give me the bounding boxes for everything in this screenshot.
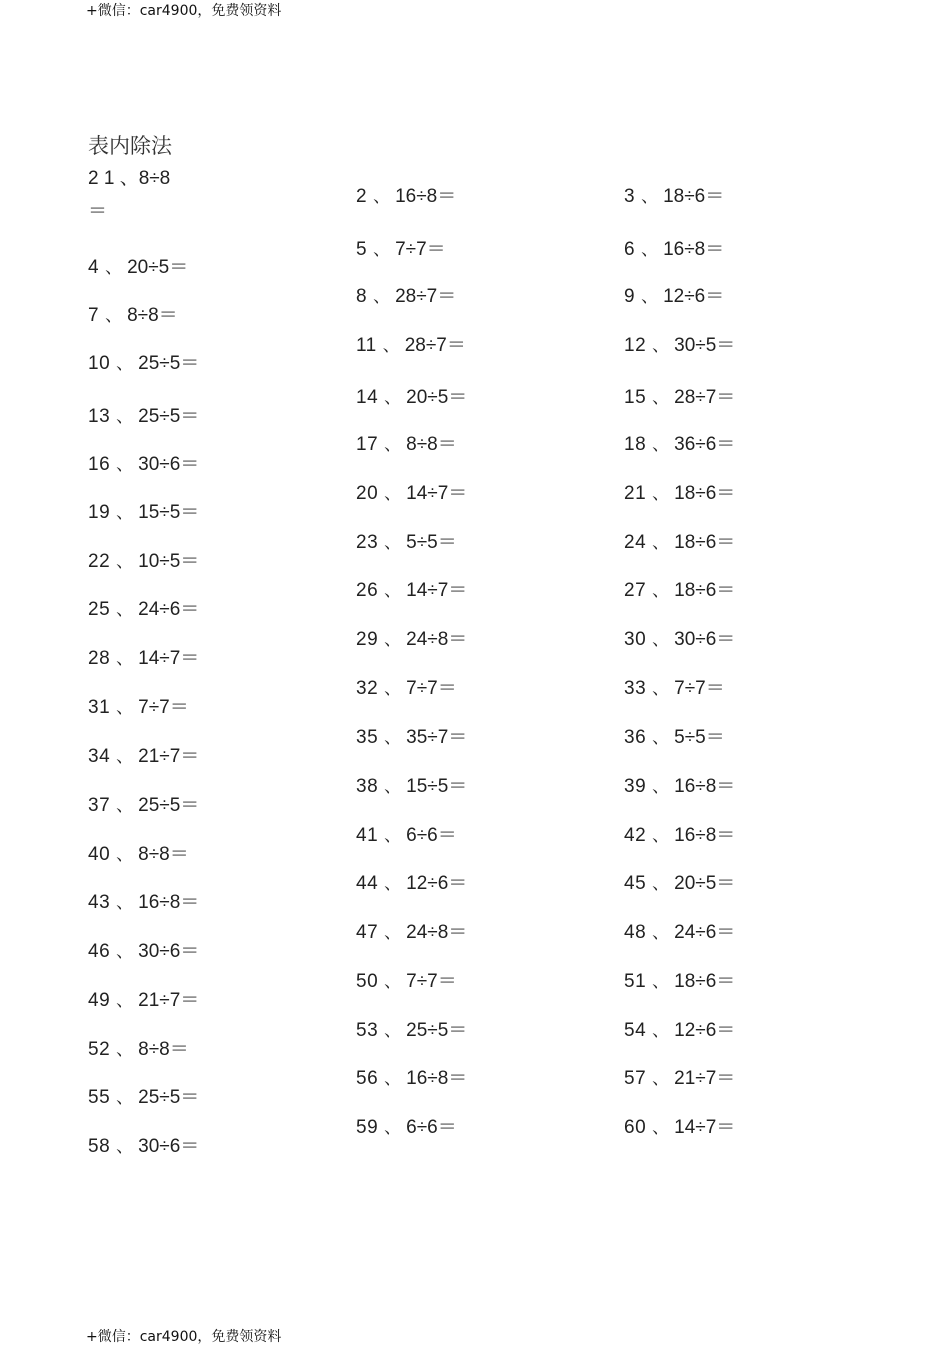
problem-item: [356, 868, 467, 895]
problem-expression: 8÷8＝: [138, 844, 189, 865]
problem-item: [624, 281, 724, 308]
problem-expression: 25÷5＝: [138, 795, 200, 816]
problem-expression: 8÷8＝: [406, 434, 457, 455]
problem-separator: 、: [116, 600, 134, 620]
problem-separator: 、: [373, 287, 391, 307]
problem-number: 35: [356, 727, 379, 748]
problem-expression: 12÷6＝: [663, 286, 725, 307]
problem-item: [356, 330, 466, 357]
problem-item: [356, 966, 457, 993]
problem-expression: 18÷6＝: [674, 532, 736, 553]
problem-item: [88, 497, 199, 524]
problem-item: [624, 181, 724, 208]
problem-expression: 6÷6＝: [406, 1117, 457, 1138]
problem-separator: 、: [652, 1021, 670, 1041]
problem-expression: 16÷8＝: [663, 239, 725, 260]
problem-separator: 、: [116, 1137, 134, 1157]
problem-item: [624, 429, 735, 456]
problem-item: [624, 527, 735, 554]
problem-separator: 、: [116, 503, 134, 523]
problem-expression: 18÷6＝: [674, 483, 736, 504]
problem-separator: 、: [116, 1088, 134, 1108]
problem-separator: 、: [105, 258, 123, 278]
problem-expression: 21÷7＝: [138, 746, 200, 767]
problem-separator: 、: [652, 581, 670, 601]
problem-separator: 、: [384, 1021, 402, 1041]
problem-expression: 14÷7＝: [674, 1117, 736, 1138]
problem-separator: 、: [652, 533, 670, 553]
problem-expression: 5÷5＝: [674, 727, 725, 748]
problem-separator: 、: [384, 874, 402, 894]
problem-expression: 7÷7＝: [395, 239, 446, 260]
problem-separator: 、: [652, 679, 670, 699]
problem-number: 4: [88, 257, 100, 278]
problem-item: [624, 722, 725, 749]
problem-separator: 、: [116, 649, 134, 669]
problem-item: [356, 478, 467, 505]
problem-expression: 36÷6＝: [674, 434, 736, 455]
problem-separator: 、: [384, 972, 402, 992]
problem-number: 53: [356, 1020, 379, 1041]
problem-number: 12: [624, 335, 647, 356]
problem-separator: 、: [373, 187, 391, 207]
problem-number: 44: [356, 873, 379, 894]
problem-number: 6: [624, 239, 636, 260]
problem-1-line1: 2 1 、8÷8: [88, 168, 171, 189]
problem-number: 32: [356, 678, 379, 699]
problem-item: [624, 820, 735, 847]
problem-expression: 12÷6＝: [406, 873, 468, 894]
problem-number: 21: [624, 483, 647, 504]
problem-expression: 24÷6＝: [674, 922, 736, 943]
problem-separator: 、: [384, 777, 402, 797]
problem-separator: 、: [382, 336, 400, 356]
problem-expression: 18÷6＝: [674, 971, 736, 992]
problem-item: [624, 771, 735, 798]
problem-item: [88, 300, 178, 327]
problem-1-line2: ＝: [88, 200, 108, 222]
worksheet-title: 表内除法: [88, 134, 172, 158]
problem-item: [356, 1015, 467, 1042]
problem-expression: 30÷6＝: [674, 629, 736, 650]
problem-separator: 、: [652, 777, 670, 797]
problem-number: 60: [624, 1117, 647, 1138]
problem-separator: 、: [116, 552, 134, 572]
problem-number: 13: [88, 406, 111, 427]
problem-number: 52: [88, 1039, 111, 1060]
problem-number: 38: [356, 776, 379, 797]
problem-number: 19: [88, 502, 111, 523]
problem-separator: 、: [373, 240, 391, 260]
problem-number: 25: [88, 599, 111, 620]
problem-item: [356, 181, 456, 208]
problem-item: [624, 1015, 735, 1042]
problem-item: [624, 234, 724, 261]
problem-number: 8: [356, 286, 368, 307]
problem-item: [88, 839, 189, 866]
problem-number: 50: [356, 971, 379, 992]
problem-number: 10: [88, 353, 111, 374]
problem-expression: 16÷8＝: [674, 776, 736, 797]
problem-number: 15: [624, 387, 647, 408]
problem-item: [624, 624, 735, 651]
problem-item: [624, 330, 735, 357]
problem-expression: 24÷6＝: [138, 599, 200, 620]
problem-item: [356, 1112, 457, 1139]
problem-separator: 、: [116, 354, 134, 374]
problem-separator: 、: [384, 435, 402, 455]
problem-expression: 14÷7＝: [406, 483, 468, 504]
problem-expression: 6÷6＝: [406, 825, 457, 846]
problem-number: 14: [356, 387, 379, 408]
problem-expression: 28÷7＝: [395, 286, 457, 307]
problem-number: 29: [356, 629, 379, 650]
problem-separator: 、: [384, 630, 402, 650]
problem-item: [88, 594, 199, 621]
problem-item: [88, 1034, 189, 1061]
problem-number: 23: [356, 532, 379, 553]
problem-item: [624, 966, 735, 993]
problem-expression: 16÷8＝: [138, 892, 200, 913]
problem-number: 30: [624, 629, 647, 650]
problem-item: [356, 624, 467, 651]
problem-separator: 、: [384, 581, 402, 601]
problem-separator: 、: [384, 1069, 402, 1089]
problem-expression: 16÷8＝: [395, 186, 457, 207]
problem-number: 26: [356, 580, 379, 601]
problem-expression: 30÷5＝: [674, 335, 736, 356]
problem-expression: 7÷7＝: [138, 697, 189, 718]
problem-number: 51: [624, 971, 647, 992]
problem-separator: 、: [384, 728, 402, 748]
problem-item: [88, 887, 199, 914]
problem-expression: 16÷8＝: [674, 825, 736, 846]
problem-item: [356, 1063, 467, 1090]
problem-separator: 、: [652, 630, 670, 650]
problem-number: 18: [624, 434, 647, 455]
problem-expression: 20÷5＝: [406, 387, 468, 408]
problem-separator: 、: [116, 455, 134, 475]
problem-item: [356, 820, 457, 847]
problem-separator: 、: [652, 1069, 670, 1089]
problem-number: 17: [356, 434, 379, 455]
problem-expression: 12÷6＝: [674, 1020, 736, 1041]
problem-number: 34: [88, 746, 111, 767]
problem-number: 11: [356, 335, 377, 356]
problem-expression: 30÷6＝: [138, 941, 200, 962]
watermark-top: +微信：car4900，免费领资料: [86, 3, 282, 19]
problem-item: [356, 429, 457, 456]
problem-expression: 8÷8＝: [138, 1039, 189, 1060]
problem-number: 40: [88, 844, 111, 865]
problem-item: [624, 673, 725, 700]
problem-item: [356, 673, 457, 700]
problem-separator: 、: [641, 240, 659, 260]
problem-item: [624, 478, 735, 505]
problem-number: 57: [624, 1068, 647, 1089]
problem-number: 9: [624, 286, 636, 307]
problem-number: 5: [356, 239, 368, 260]
problem-item: [88, 546, 199, 573]
problem-expression: 5÷5＝: [406, 532, 457, 553]
problem-separator: 、: [652, 336, 670, 356]
problem-expression: 8÷8＝: [127, 305, 178, 326]
problem-number: 36: [624, 727, 647, 748]
problem-expression: 35÷7＝: [406, 727, 468, 748]
problem-expression: 24÷8＝: [406, 629, 468, 650]
problem-item: [88, 741, 199, 768]
problem-separator: 、: [652, 435, 670, 455]
problem-separator: 、: [652, 972, 670, 992]
problem-number: 42: [624, 825, 647, 846]
problem-number: 59: [356, 1117, 379, 1138]
problem-separator: 、: [384, 388, 402, 408]
problem-expression: 25÷5＝: [138, 1087, 200, 1108]
problem-number: 7: [88, 305, 100, 326]
problem-expression: 10÷5＝: [138, 551, 200, 572]
problem-number: 55: [88, 1087, 111, 1108]
problem-separator: 、: [384, 484, 402, 504]
problem-item: [356, 575, 467, 602]
problem-expression: 7÷7＝: [406, 678, 457, 699]
problem-item: [88, 692, 189, 719]
problem-expression: 25÷5＝: [138, 353, 200, 374]
problem-expression: 30÷6＝: [138, 454, 200, 475]
problem-number: 47: [356, 922, 379, 943]
problem-number: 54: [624, 1020, 647, 1041]
problem-item: [356, 917, 467, 944]
problem-item: [88, 936, 199, 963]
problem-expression: 30÷6＝: [138, 1136, 200, 1157]
problem-expression: 7÷7＝: [406, 971, 457, 992]
problem-number: 31: [88, 697, 111, 718]
problem-separator: 、: [116, 747, 134, 767]
problem-item: [356, 527, 457, 554]
problem-number: 3: [624, 186, 636, 207]
problem-expression: 7÷7＝: [674, 678, 725, 699]
problem-expression: 14÷7＝: [138, 648, 200, 669]
problem-number: 2: [356, 186, 368, 207]
problem-item: [624, 917, 735, 944]
problem-item: [356, 382, 467, 409]
problem-separator: 、: [116, 991, 134, 1011]
problem-expression: 28÷7＝: [674, 387, 736, 408]
problem-separator: 、: [116, 845, 134, 865]
problem-expression: 24÷8＝: [406, 922, 468, 943]
problem-number: 28: [88, 648, 111, 669]
problem-number: 58: [88, 1136, 111, 1157]
problem-number: 39: [624, 776, 647, 797]
problem-item: [88, 643, 199, 670]
problem-separator: 、: [384, 923, 402, 943]
problem-expression: 20÷5＝: [674, 873, 736, 894]
problem-number: 56: [356, 1068, 379, 1089]
problem-expression: 28÷7＝: [404, 335, 466, 356]
problem-separator: 、: [652, 826, 670, 846]
problem-separator: 、: [652, 388, 670, 408]
problem-separator: 、: [384, 1118, 402, 1138]
problem-separator: 、: [652, 728, 670, 748]
problem-item: [88, 348, 199, 375]
problem-number: 16: [88, 454, 111, 475]
problem-expression: 15÷5＝: [138, 502, 200, 523]
problem-item: [88, 1131, 199, 1158]
problem-number: 33: [624, 678, 647, 699]
problem-expression: 14÷7＝: [406, 580, 468, 601]
problem-separator: 、: [116, 796, 134, 816]
problem-separator: 、: [652, 484, 670, 504]
problem-item: [624, 1063, 735, 1090]
problem-item: [88, 401, 199, 428]
problem-expression: 20÷5＝: [127, 257, 189, 278]
problem-item: [356, 234, 446, 261]
problem-item: [88, 790, 199, 817]
problem-separator: 、: [652, 1118, 670, 1138]
watermark-bottom: +微信：car4900，免费领资料: [86, 1329, 282, 1345]
problem-item: [624, 1112, 735, 1139]
problem-separator: 、: [116, 407, 134, 427]
problem-separator: 、: [641, 287, 659, 307]
problem-expression: 18÷6＝: [663, 186, 725, 207]
problem-number: 37: [88, 795, 111, 816]
problem-item: [356, 722, 467, 749]
problem-separator: 、: [652, 923, 670, 943]
problem-item: [88, 252, 188, 279]
problem-number: 46: [88, 941, 111, 962]
problem-item: [356, 281, 456, 308]
problem-number: 48: [624, 922, 647, 943]
problem-separator: 、: [116, 1040, 134, 1060]
problem-expression: 18÷6＝: [674, 580, 736, 601]
problem-separator: 、: [116, 698, 134, 718]
problem-separator: 、: [384, 826, 402, 846]
problem-expression: 16÷8＝: [406, 1068, 468, 1089]
problem-item: [88, 449, 199, 476]
problem-expression: 25÷5＝: [138, 406, 200, 427]
problem-separator: 、: [105, 306, 123, 326]
problem-expression: 21÷7＝: [674, 1068, 736, 1089]
problem-separator: 、: [652, 874, 670, 894]
problem-number: 22: [88, 551, 111, 572]
problem-item: [624, 575, 735, 602]
problem-separator: 、: [384, 679, 402, 699]
problem-item: [88, 985, 199, 1012]
problem-number: 27: [624, 580, 647, 601]
problem-separator: 、: [116, 942, 134, 962]
problem-number: 24: [624, 532, 647, 553]
problem-separator: 、: [384, 533, 402, 553]
problem-separator: 、: [116, 893, 134, 913]
problem-item: [356, 771, 467, 798]
problem-item: [624, 868, 735, 895]
problem-number: 20: [356, 483, 379, 504]
problem-number: 43: [88, 892, 111, 913]
problem-expression: 25÷5＝: [406, 1020, 468, 1041]
problem-expression: 21÷7＝: [138, 990, 200, 1011]
problem-number: 41: [356, 825, 379, 846]
problem-separator: 、: [641, 187, 659, 207]
problem-number: 49: [88, 990, 111, 1011]
problem-item: [88, 1082, 199, 1109]
problem-number: 45: [624, 873, 647, 894]
problem-expression: 15÷5＝: [406, 776, 468, 797]
problem-item: [624, 382, 735, 409]
